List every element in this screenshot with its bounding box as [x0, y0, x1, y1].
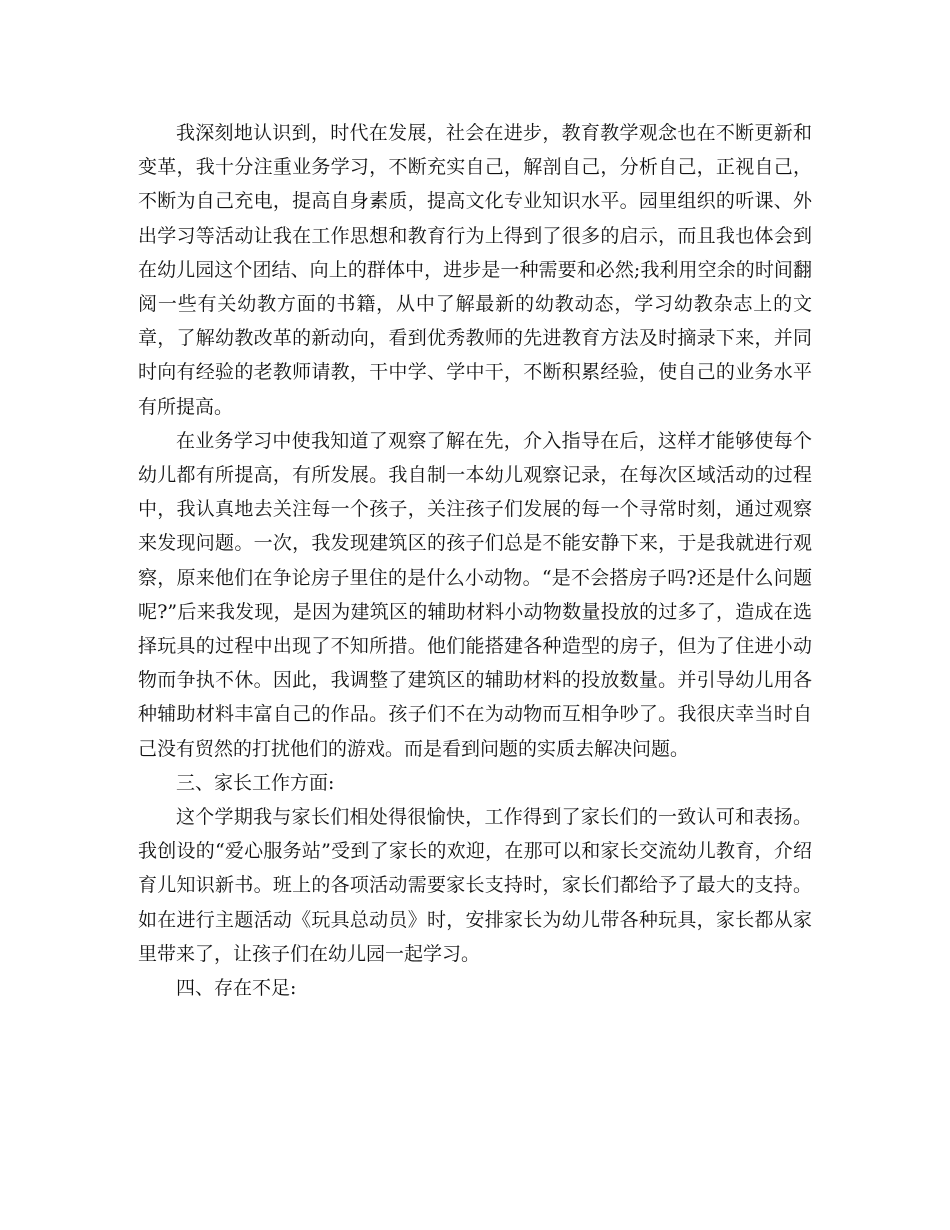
section-heading-parent-work: 三、家长工作方面: — [176, 771, 335, 794]
document-body — [138, 116, 812, 1005]
paragraph-parent-work: 这个学期我与家长们相处得很愉快，工作得到了家长们的一致认可和表扬。我创设的“爱心服务站”受到了家长的欢迎，在那可以和家长交流幼儿教育，介绍育儿知识新书。班上的各项活动需要家长支持时，家长们都给予了最大的支持。如在进行主题活动《玩具总动员》时，安排家长为幼儿带各种玩具，家长都从家里带来了，让孩子们在幼儿园一起学习。 — [138, 806, 812, 965]
paragraph-professional-study: 我深刻地认识到，时代在发展，社会在进步，教育教学观念也在不断更新和变革，我十分注重业务学习，不断充实自己，解剖自己，分析自己，正视自己，不断为自己充电，提高自身素质，提高文化专业知识水平。园里组织的听课、外出学习等活动让我在工作思想和教育行为上得到了很多的启示，而且我也体会到在幼儿园这个团结、向上的群体中，进步是一种需要和必然;我利用空余的时间翻阅一些有关幼教方面的书籍，从中了解最新的幼教动态，学习幼教杂志上的文章，了解幼教改革的新动向，看到优秀教师的先进教育方法及时摘录下来，并同时向有经验的老教师请教，干中学、学中干，不断积累经验，使自己的业务水平有所提高。 — [138, 122, 812, 418]
section-heading-shortcomings: 四、存在不足: — [176, 977, 297, 1000]
paragraph-observation: 在业务学习中使我知道了观察了解在先，介入指导在后，这样才能够使每个幼儿都有所提高，有所发展。我自制一本幼儿观察记录，在每次区域活动的过程中，我认真地去关注每一个孩子，关注孩子们发展的每一个寻常时刻，通过观察来发现问题。一次，我发现建筑区的孩子们总是不能安静下来，于是我就进行观察，原来他们在争论房子里住的是什么小动物。“是不会搭房子吗?还是什么问题呢?”后来我发现，是因为建筑区的辅助材料小动物数量投放的过多了，造成在选择玩具的过程中出现了不知所措。他们能搭建各种造型的房子，但为了住进小动物而争执不休。因此，我调整了建筑区的辅助材料的投放数量。并引导幼儿用各种辅助材料丰富自己的作品。孩子们不在为动物而互相争吵了。我很庆幸当时自己没有贸然的打扰他们的游戏。而是看到问题的实质去解决问题。 — [138, 429, 812, 760]
